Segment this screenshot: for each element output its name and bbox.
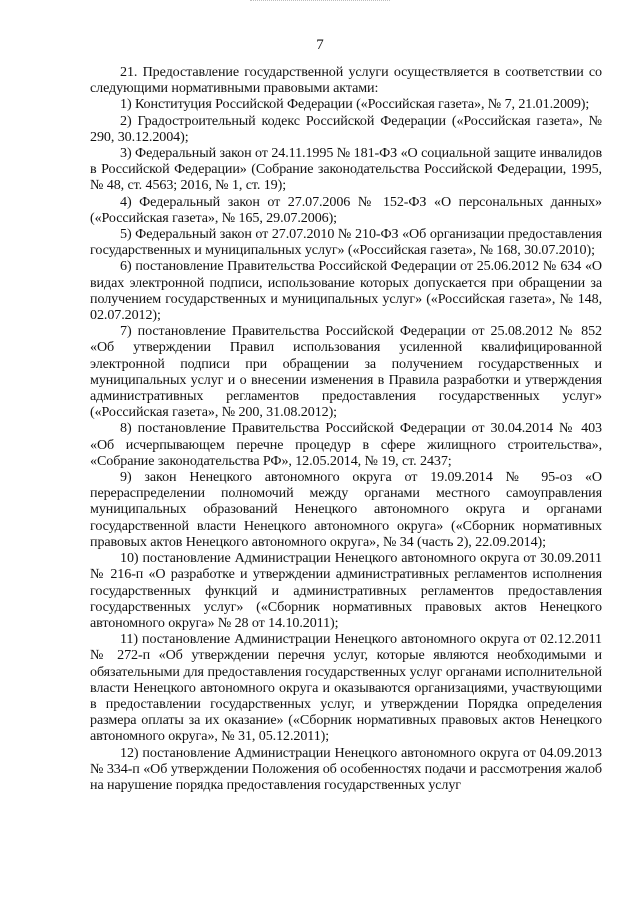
- paragraph-21-intro: 21. Предоставление государственной услуги осуществляется в соответствии со следующими нормативными правовыми актами:: [90, 64, 602, 97]
- paragraph-item-3: 3) Федеральный закон от 24.11.1995 № 181-ФЗ «О социальной защите инвалидов в Российской Федерации» (Собрание законодательства Российской Федерации, 1995, № 48, ст. 4563; 2016, № 1, ст. 19);: [90, 145, 602, 194]
- paragraph-item-10: 10) постановление Администрации Ненецкого автономного округа от 30.09.2011 № 216-п «О разработке и утверждении административных регламентов исполнения государственных функций и административных регламентов предоставления государственных услуг» («Сборник нормативных правовых актов Ненецкого автономного округа» № 28 от 14.10.2011);: [90, 550, 602, 631]
- paragraph-item-2: 2) Градостроительный кодекс Российской Федерации («Российская газета», № 290, 30.12.2004);: [90, 112, 602, 145]
- document-body: [90, 64, 602, 793]
- paragraph-item-11: 11) постановление Администрации Ненецкого автономного округа от 02.12.2011 № 272-п «Об утверждении перечня услуг, которые являются необходимыми и обязательными для предоставления государственных услуг органами исполнительной власти Ненецкого автономного округа и оказываются организациями, участвующими в предоставлении государственных услуг, и утверждении Порядка определения размера оплаты за их оказание» («Сборник нормативных правовых актов Ненецкого автономного округа», № 31, 05.12.2011);: [90, 631, 602, 745]
- paragraph-item-6: 6) постановление Правительства Российской Федерации от 25.06.2012 № 634 «О видах электронной подписи, использование которых допускается при обращении за получением государственных и муниципальных услуг» («Российская газета», № 148, 02.07.2012);: [90, 258, 602, 324]
- paragraph-item-12: 12) постановление Администрации Ненецкого автономного округа от 04.09.2013 № 334-п «Об утверждении Положения об особенностях подачи и рассмотрения жалоб на нарушение порядка предоставления государственных услуг: [90, 744, 602, 793]
- header-rule: [250, 0, 390, 3]
- paragraph-item-5: 5) Федеральный закон от 27.07.2010 № 210-ФЗ «Об организации предоставления государственных и муниципальных услуг» («Российская газета», № 168, 30.07.2010);: [90, 226, 602, 259]
- page-number: 7: [316, 37, 324, 53]
- paragraph-item-7: 7) постановление Правительства Российской Федерации от 25.08.2012 № 852 «Об утверждении Правил использования усиленной квалифицированной электронной подписи при обращении за получением государственных и муниципальных услуг и о внесении изменения в Правила разработки и утверждения административных регламентов предоставления государственных услуг» («Российская газета», № 200, 31.08.2012);: [90, 323, 602, 421]
- paragraph-item-9: 9) закон Ненецкого автономного округа от 19.09.2014 № 95-оз «О перераспределении полномочий между органами местного самоуправления муниципальных образований Ненецкого автономного округа и органами государственной власти Ненецкого автономного округа» («Сборник нормативных правовых актов Ненецкого автономного округа», № 34 (часть 2), 22.09.2014);: [90, 469, 602, 550]
- paragraph-item-4: 4) Федеральный закон от 27.07.2006 № 152-ФЗ «О персональных данных» («Российская газета», № 165, 29.07.2006);: [90, 193, 602, 226]
- paragraph-item-8: 8) постановление Правительства Российской Федерации от 30.04.2014 № 403 «Об исчерпывающем перечне процедур в сфере жилищного строительства», «Собрание законодательства РФ», 12.05.2014, № 19, ст. 2437;: [90, 420, 602, 469]
- paragraph-item-1: 1) Конституция Российской Федерации («Российская газета», № 7, 21.01.2009);: [120, 96, 590, 113]
